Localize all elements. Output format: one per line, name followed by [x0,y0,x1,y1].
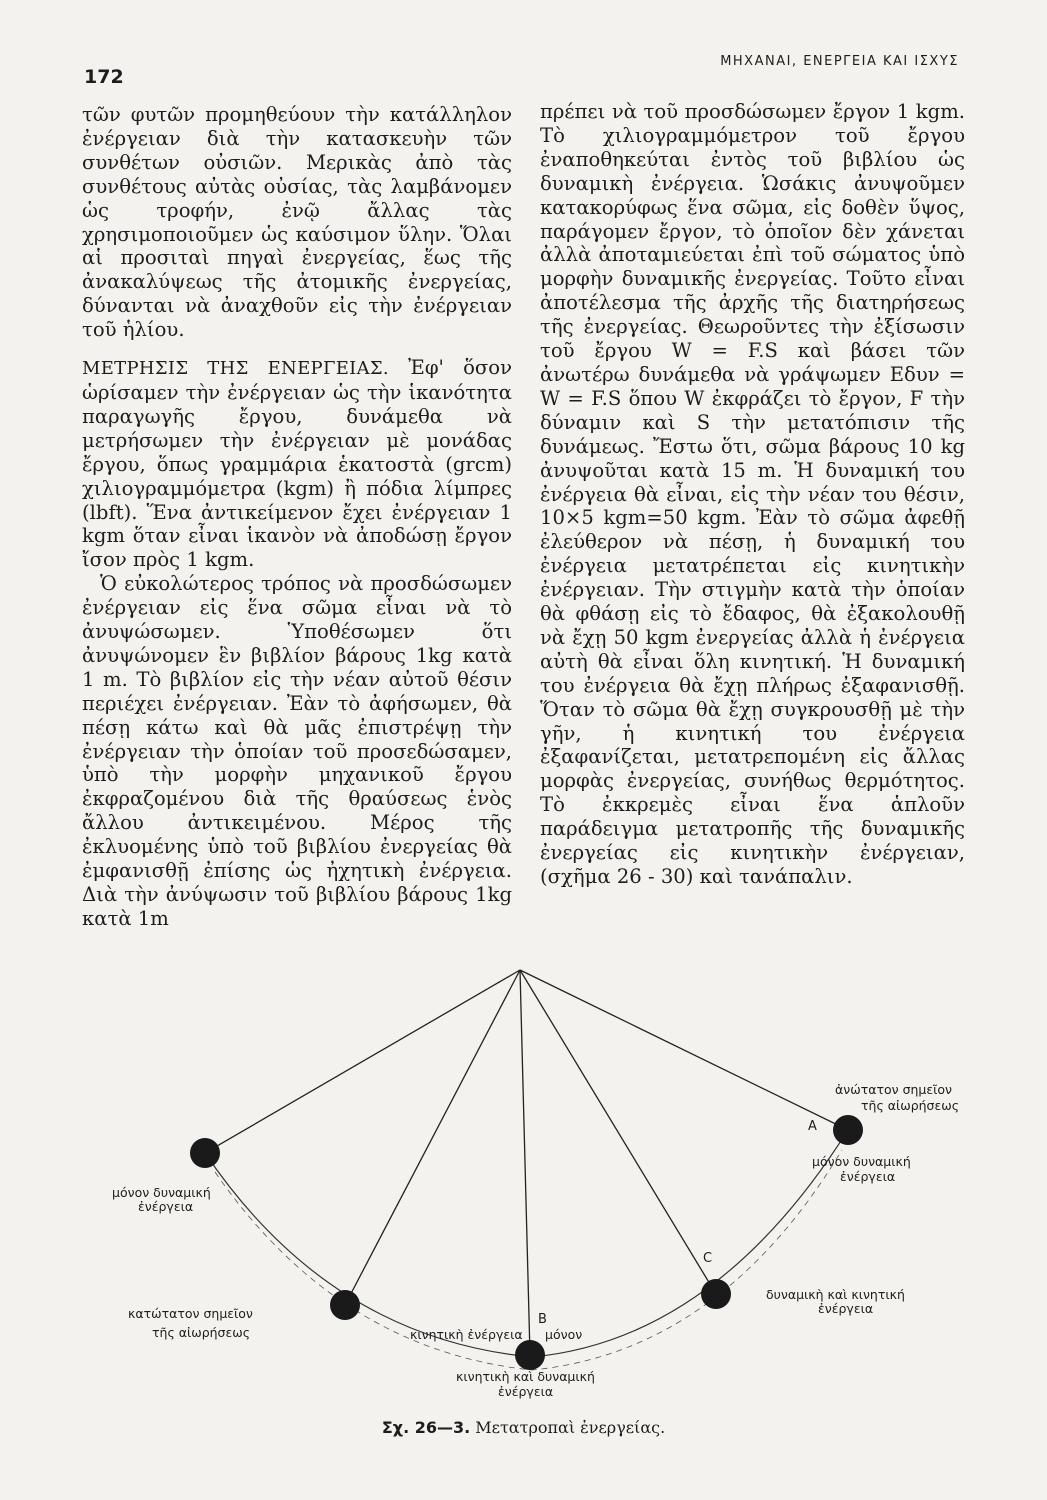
annotation: τῆς αἰωρήσεως [152,1325,251,1340]
pendulum-string [520,970,848,1130]
figure-caption [0,1418,1047,1437]
annotation: ἐνέργεια [498,1384,554,1399]
point-label-c: C [703,1251,713,1266]
annotation: δυναμικὴ καὶ κινητική [766,1287,905,1302]
running-head: ΜΗΧΑΝΑΙ, ΕΝΕΡΓΕΙΑ ΚΑΙ ΙΣΧΥΣ [720,54,959,69]
swing-arc-trace [215,1150,842,1370]
annotation: κατώτατον σημεῖον [128,1306,253,1321]
annotation: μόνον [545,1327,583,1342]
annotation: κινητικὴ καὶ δυναμική [456,1369,595,1384]
paragraph: Ὁ εὐκολώτερος τρόπος νὰ προσδώσωμεν ἐνέργειαν εἰς ἕνα σῶμα εἶναι νὰ τὸ ἀνυψώσωμεν. Ὑποθέσωμεν ὅτι ἀνυψώνομεν ἓν βιβλίον βάρους 1kg κατὰ 1 m. Τὸ βιβλίον εἰς τὴν νέαν αὐτοῦ θέσιν περιέχει ἐνέργειαν. Ἐὰν τὸ ἀφήσωμεν, θὰ πέσῃ κάτω καὶ θὰ μᾶς ἐπιστρέψῃ τὴν ἐνέργειαν τὴν ὁποίαν τοῦ προσεδώσαμεν, ὑπὸ τὴν μορφὴν μηχανικοῦ ἔργου ἐκφραζομένου διὰ τῆς θραύσεως ἑνὸς ἄλλου ἀντικειμένου. Μέρος τῆς ἐκλυομένης ὑπὸ τοῦ βιβλίου ἐνεργείας θὰ ἐμφανισθῇ ἐπίσης ὡς ἠχητικὴ ἐνέργεια. Διὰ τὴν ἀνύψωσιν τοῦ βιβλίου βάρους 1kg κατὰ 1m [82,572,512,930]
annotation: μόνον δυναμική [812,1154,911,1169]
point-label-b: B [538,1312,547,1327]
caption-text: Μετατροπαὶ ἐνεργείας. [475,1418,666,1437]
pendulum-bob [190,1138,220,1168]
pendulum-bob [330,1290,360,1320]
pendulum-string [520,970,716,1294]
pendulum-bob [833,1115,863,1145]
annotation: μόνον δυναμική [112,1185,211,1200]
paragraph-text: Ἐφ' ὅσον ὡρίσαμεν τὴν ἐνέργειαν ὡς τὴν ἱκανότητα παραγωγῆς ἔργου, δυνάμεθα νὰ μετρήσωμεν τὴν ἐνέργειαν μὲ μονάδας ἔργου, ὅπως γραμμάρια ἑκατοστὰ (grcm) χιλιογραμμόμετρα (kgm) ἢ πόδια λίμπρες (lbft). Ἕνα ἀντικείμενον ἔχει ἐνέργειαν 1 kgm ὅταν εἶναι ἱκανὸν νὰ ἀποδώσῃ ἔργον ἴσον πρὸς 1 kgm. [82,356,512,572]
caption-label: Σχ. 26—3. [381,1418,471,1437]
paragraph: πρέπει νὰ τοῦ προσδώσωμεν ἔργον 1 kgm. Τὸ χιλιογραμμόμετρον τοῦ ἔργου ἐναποθηκεύται ἐντὸς τοῦ βιβλίου ὡς δυναμικὴ ἐνέργεια. Ὡσάκις ἀνυψοῦμεν κατακορύφως ἕνα σῶμα, εἰς δοθὲν ὕψος, παράγομεν ἔργον, τὸ ὁποῖον δὲν χάνεται ἀλλὰ ἀποταμιεύεται ἐπὶ τοῦ σώματος ὑπὸ μορφὴν δυναμικῆς ἐνεργείας. Τοῦτο εἶναι ἀποτέλεσμα τῆς ἀρχῆς τῆς διατηρήσεως τῆς ἐνεργείας. Θεωροῦντες τὴν ἐξίσωσιν τοῦ ἔργου W = F.S καὶ βάσει τῶν ἀνωτέρω δυνάμεθα νὰ γράψωμεν Eδυν = W = F.S ὅπου W ἐκφράζει τὸ ἔργον, F τὴν δύναμιν καὶ S τὴν μετατόπισιν τῆς δυνάμεως. Ἔστω ὅτι, σῶμα βάρους 10 kg ἀνυψοῦται κατὰ 15 m. Ἡ δυναμική του ἐνέργεια θὰ εἶναι, εἰς τὴν νέαν του θέσιν, 10×5 kgm=50 kgm. Ἐὰν τὸ σῶμα ἀφεθῇ ἐλεύθερον νὰ πέσῃ, ἡ δυναμική του ἐνέργεια μετατρέπεται εἰς κινητικὴν ἐνέργειαν. Τὴν στιγμὴν κατὰ τὴν ὁποίαν θὰ φθάσῃ εἰς τὸ ἔδαφος, θὰ ἐξακολουθῇ νὰ ἔχῃ 50 kgm ἐνεργείας ἀλλὰ ἡ ἐνέργεια αὐτὴ θὰ εἶναι ὅλη κινητική. Ἡ δυναμική του ἐνέργεια θὰ ἔχῃ πλήρως ἐξαφανισθῇ. Ὅταν τὸ σῶμα θὰ ἔχῃ συγκρουσθῇ μὲ τὴν γῆν, ἡ κινητική του ἐνέργεια ἐξαφανίζεται, μετατρεπομένη εἰς ἄλλας μορφὰς ἐνεργείας, συνήθως θερμότητος. Τὸ ἐκκρεμὲς εἶναι ἕνα ἁπλοῦν παράδειγμα μετατροπῆς τῆς δυναμικῆς ἐνεργείας εἰς κινητικὴν ἐνέργειαν, (σχῆμα 26 - 30) καὶ τανάπαλιν. [540,100,965,888]
paragraph: τῶν φυτῶν προμηθεύουν τὴν κατάλληλον ἐνέργειαν διὰ τὴν κατασκευὴν τῶν συνθέτων οὐσιῶν. Μερικὰς ἀπὸ τὰς συνθέτους αὐτὰς οὐσίας, τὰς λαμβάνομεν ὡς τροφήν, ἐνῷ ἄλλας τὰς χρησιμοποιοῦμεν ὡς καύσιμον ὕλην. Ὅλαι αἱ προσιταὶ πηγαὶ ἐνεργείας, ἕως τῆς ἀνακαλύψεως τῆς ἀτομικῆς ἐνεργείας, δύνανται νὰ ἀναχθοῦν εἰς τὴν ἐνέργειαν τοῦ ἡλίου. [82,103,512,342]
section-heading: ΜΕΤΡΗΣΙΣ ΤΗΣ ΕΝΕΡΓΕΙΑΣ. [82,358,389,380]
annotation: τῆς αἰωρήσεως [861,1098,960,1113]
page-number: 172 [84,66,124,88]
pendulum-bob [515,1340,545,1370]
pendulum-bob [701,1279,731,1309]
annotation: ἐνέργεια [840,1169,896,1184]
annotation: ἀνώτατον σημεῖον [835,1082,952,1097]
point-label-a: A [808,1119,817,1134]
annotation: ἐνέργεια [818,1301,874,1316]
annotation: ἐνέργεια [138,1199,194,1214]
pendulum-string [520,970,530,1355]
annotation: κινητικὴ ἐνέργεια [410,1327,523,1342]
